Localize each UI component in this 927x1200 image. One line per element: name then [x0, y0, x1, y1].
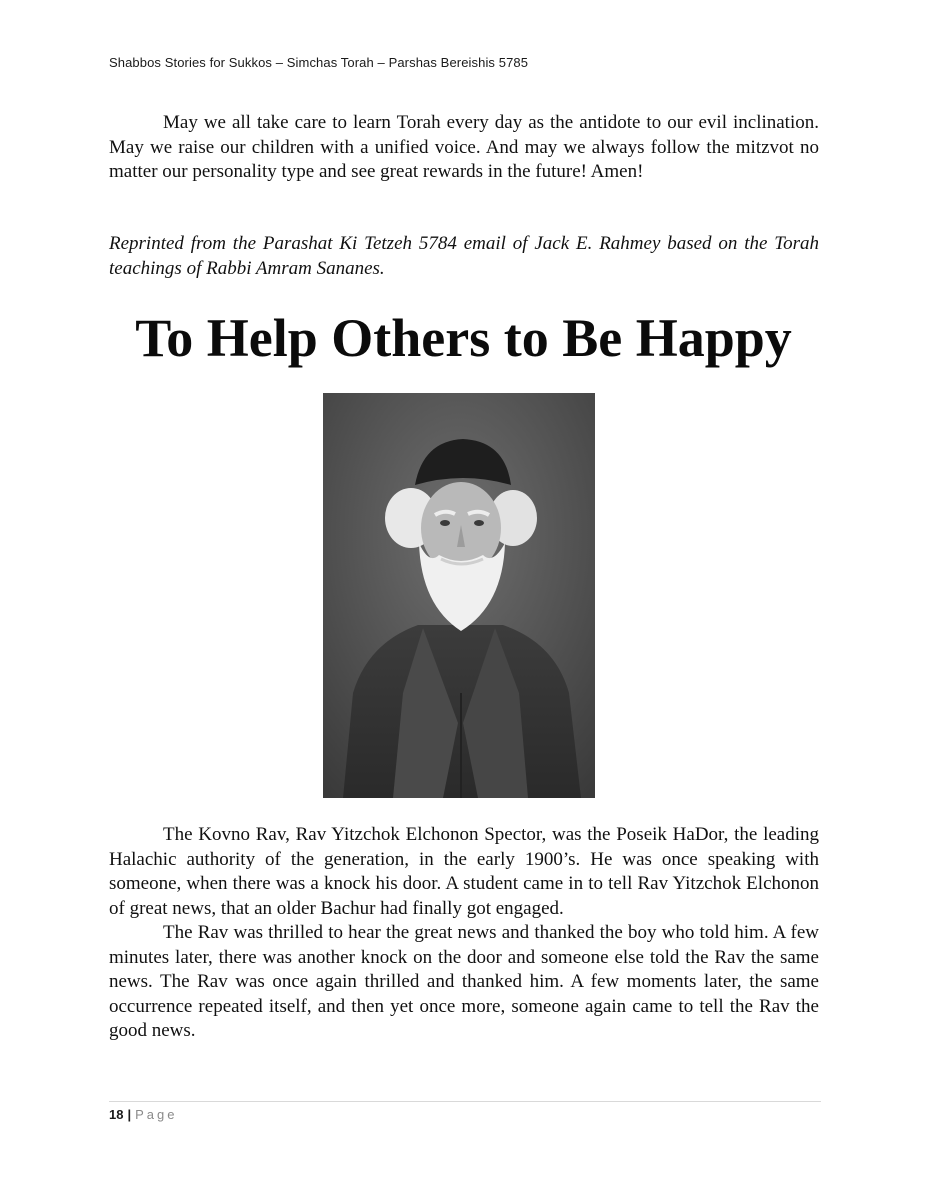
page-number: 18 [109, 1107, 124, 1122]
article-paragraph-1 [109, 823, 819, 1044]
reprint-credit: Reprinted from the Parashat Ki Tetzeh 5784 email of Jack E. Rahmey based on the Torah teachings of Rabbi Amram Sananes. [109, 233, 819, 279]
footer-rule [109, 1101, 821, 1102]
footer-separator: | [127, 1107, 132, 1122]
portrait-photo [323, 393, 595, 798]
article-title: To Help Others to Be Happy [135, 308, 792, 368]
closing-paragraph: May we all take care to learn Torah every day as the antidote to our evil inclination. May we raise our children with a unified voice. And may we always follow the mitzvot no matter our personality type and see great rewards in the future! Amen! [109, 112, 819, 182]
article-paragraph-2-text: The Rav was thrilled to hear the great news and thanked the boy who told him. A few minutes later, there was another knock on the door and someone else told the Rav the same news. The Rav was once again thrilled and thanked him. A few moments later, the same occurrence repeated itself, and then yet once more, someone again came to tell the Rav the good news. [109, 922, 819, 1041]
page-word: Page [135, 1107, 178, 1122]
running-header: Shabbos Stories for Sukkos – Simchas Torah – Parshas Bereishis 5785 [109, 55, 529, 70]
article-paragraph-1-text: The Kovno Rav, Rav Yitzchok Elchonon Spector, was the Poseik HaDor, the leading Halachic authority of the generation, in the early 1900’s. He was once speaking with someone, when there was a knock his door. A student came in to tell Rav Yitzchok Elchonon of great news, that an older Bachur had finally got engaged. [109, 824, 819, 919]
page-footer [109, 1107, 177, 1122]
